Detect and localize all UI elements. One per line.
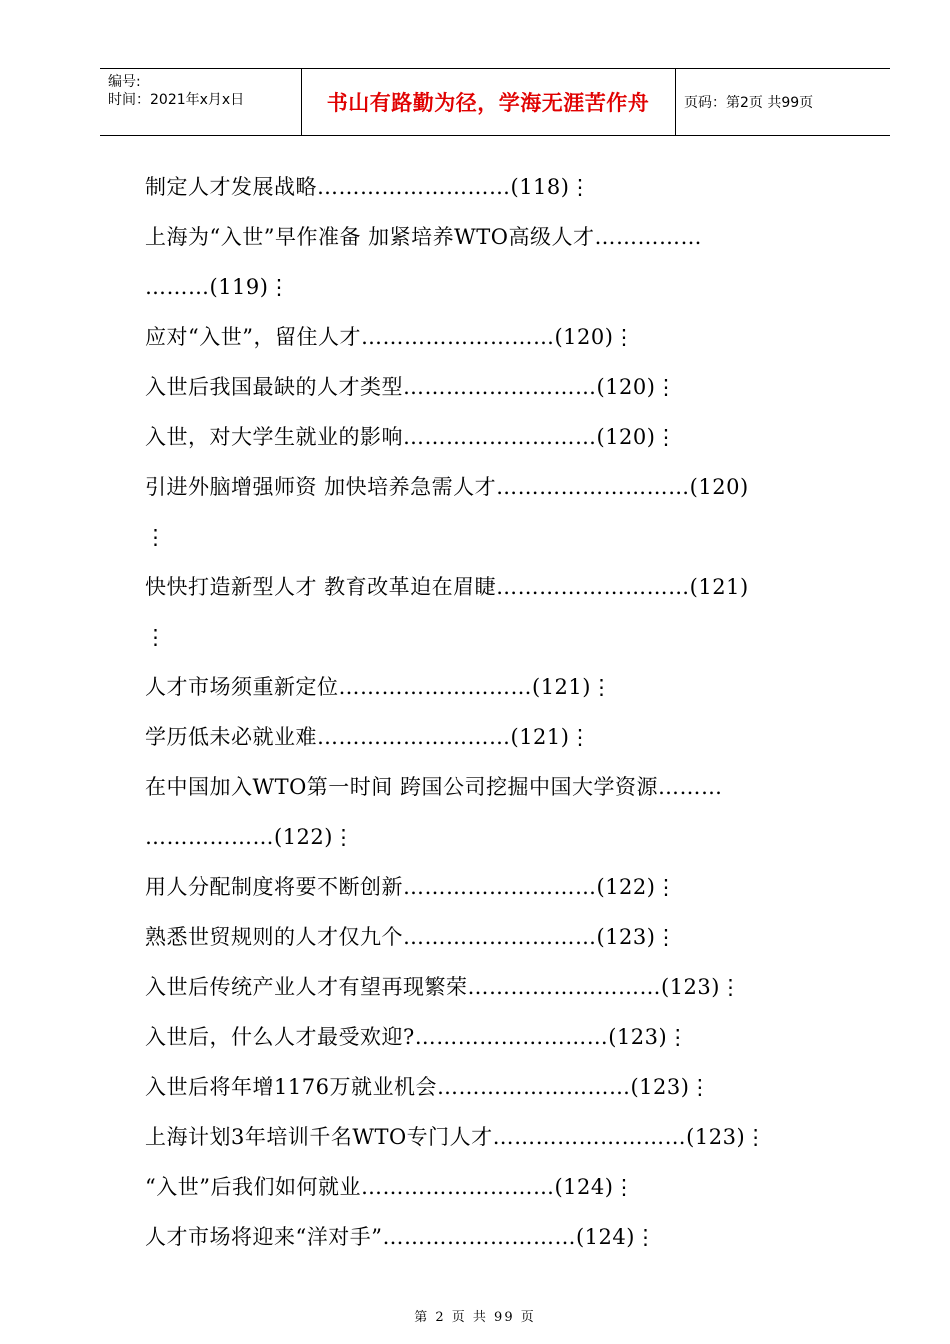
toc-line: 熟悉世贸规则的人才仅九个………………………(123)⋮ <box>145 925 677 949</box>
toc-line: 学历低未必就业难………………………(121)⋮ <box>145 725 591 749</box>
toc-line: 快快打造新型人才 教育改革迫在眉睫………………………(121) <box>145 575 749 599</box>
toc-line: 上海为“入世”早作准备 加紧培养WTO高级人才…………… <box>145 225 702 249</box>
table-of-contents <box>145 162 855 1262</box>
footer-page-number: 第 2 页 共 99 页 <box>414 1310 536 1325</box>
toc-line: 上海计划3年培训千名WTO专门人才………………………(123)⋮ <box>145 1125 767 1149</box>
time-label: 时间：2021年x月x日 <box>108 92 245 108</box>
toc-line: ………………(122)⋮ <box>145 825 355 849</box>
toc-line: 引进外脑增强师资 加快培养急需人才………………………(120) <box>145 475 749 499</box>
toc-line: 入世后将年增1176万就业机会………………………(123)⋮ <box>145 1075 711 1099</box>
serial-label: 编号: <box>108 74 141 90</box>
header-divider <box>675 68 676 136</box>
toc-line: 人才市场将迎来“洋对手”………………………(124)⋮ <box>145 1225 657 1249</box>
toc-line: 入世，对大学生就业的影响………………………(120)⋮ <box>145 425 677 449</box>
toc-line: ………(119)⋮ <box>145 275 290 299</box>
header-motto: 书山有路勤为径，学海无涯苦作舟 <box>326 91 650 115</box>
header-left-cell <box>108 73 244 109</box>
toc-line: ⋮ <box>145 525 167 549</box>
header-page-info: 页码：第2页 共99页 <box>684 95 814 111</box>
toc-line: 应对“入世”，留住人才………………………(120)⋮ <box>145 325 635 349</box>
toc-line: 在中国加入WTO第一时间 跨国公司挖掘中国大学资源……… <box>145 775 723 799</box>
toc-line: 入世后，什么人才最受欢迎?………………………(123)⋮ <box>145 1025 689 1049</box>
toc-line: ⋮ <box>145 625 167 649</box>
toc-line: 制定人才发展战略………………………(118)⋮ <box>145 175 591 199</box>
toc-line: 入世后传统产业人才有望再现繁荣………………………(123)⋮ <box>145 975 742 999</box>
toc-line: 用人分配制度将要不断创新………………………(122)⋮ <box>145 875 677 899</box>
toc-line: 人才市场须重新定位………………………(121)⋮ <box>145 675 613 699</box>
toc-line: 入世后我国最缺的人才类型………………………(120)⋮ <box>145 375 677 399</box>
toc-line: “入世”后我们如何就业………………………(124)⋮ <box>145 1175 635 1199</box>
